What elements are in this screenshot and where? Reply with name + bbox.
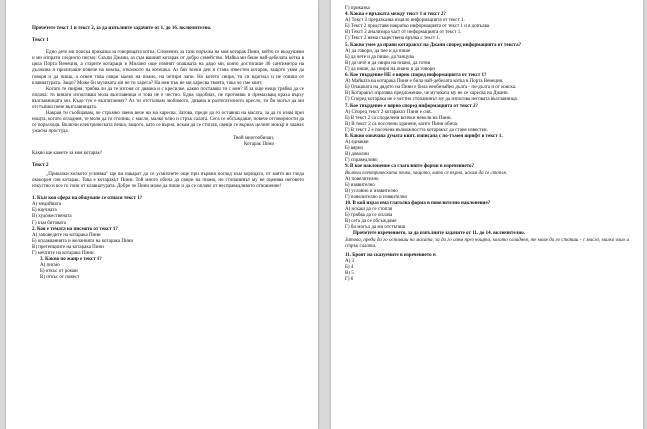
option: А) писмо (40, 263, 60, 269)
option: А) искаш да се стопля (345, 207, 393, 213)
question-2: 2. Коя е темата на писмото от текст 1? (32, 226, 118, 232)
option: Б) трябва да се оплача (345, 213, 393, 219)
option: А) Текст 2 преразказва изцяло информацията от текст 1. (345, 18, 465, 24)
option: А) да говори, да пее и да пише (345, 48, 411, 54)
option: В) сега да се обсъждаме (345, 219, 397, 225)
option: В) доволни (345, 152, 369, 158)
option: Б) Текст 2 представя накратко информацията от текст 1 и я допълва. (345, 24, 491, 30)
option: Б) В текст 2 са споделени всички неволи на Пини. (345, 115, 452, 121)
option: А) медийната (32, 202, 61, 208)
option: В) претенциите на котарака Пини (32, 244, 104, 250)
option: Б) научната (32, 208, 57, 214)
option: Г) справедливо (345, 158, 378, 164)
text1-title: Текст 1 (32, 38, 49, 44)
question-9-sentence: Включи електрическата печка, защото, като се върна, искам да се стопля. (345, 170, 508, 176)
instructions: Прочетете текст 1 и текст 2, за да изпълните задачите от 1. до 16. включително. (32, 26, 212, 31)
option: В) условно и изявително (345, 188, 398, 194)
option: А) Според текст 2 котаракът Пини е сив. (345, 109, 432, 115)
option: В) художествената (32, 214, 72, 220)
question-4: 4. Каква е връзката между текст 1 и текст 2? (345, 12, 446, 18)
option: В) Текст 2 анализира част от информацията от текст 1. (345, 30, 462, 36)
question-7: 7. Кое твърдение е вярно според информацията от текст 2? (345, 103, 479, 109)
signature-line: Твой многообичан, (233, 135, 274, 141)
option: Б) вярно (345, 146, 364, 152)
question-10: 10. В кой израз има глаголна форма в повелително наклонение? (345, 201, 491, 206)
option: Б) да чете и да пише, да танцува (345, 54, 414, 60)
right-page (331, 0, 643, 429)
question-8: 8. Какво означава думата квит, изписана с по-тъмен шрифт в текст 1. (345, 133, 503, 139)
text1-paragraph: Едно дете ми поиска приказка за говорещата котка. Спомених за тази поръчка на моя котарак Пини, който се въодушеви и ми изпрати следното писмо: Скъпи Джани, аз съм вашият котарак от добро семейство. Майка ми беше най-дебелата котка в цяла Порта Венеция, а старите котараци в Милано още помнят опашката на дядо ми, която достигаше 40 сантиметра на дължина и приличаше повече на ковска, отколкото на котешка. Аз бях всеки ден и стана известен котарак, защото умея да говоря и да пиша, а освен това свиря малко на пиано, на четири лапи. Но котето свиря, ти си вдигнал и не гониш от клавиатурата. Защо? Може би музиката ми не ти хареса? На мен пък не ми харесва твоята, така че сме квит. (32, 50, 304, 86)
option: В) Котаракът изразява предложение, че музиката му не се харесва на Джани. (345, 91, 509, 97)
question-1: 1. Към коя сфера на общуване се отнася текст 1? (32, 196, 143, 202)
option: А) повелително (345, 176, 379, 182)
option: Г) приказка (345, 6, 370, 11)
option: А) заповедите на котарака Пини (32, 232, 101, 238)
option: В) откъс от повест (40, 275, 80, 281)
option: А) еднакви (345, 140, 369, 146)
question-9: 9. В кое наклонение са глаголните форми в изречението? (345, 164, 475, 170)
option: Г) мечтите на котарака Пини (32, 251, 94, 256)
option: Г) Текст 2 няма съществена връзка с текст 1. (345, 36, 441, 42)
option: Б) Опашката на дядото на Пини е била необичайно дълга - по-дълга и от ковска. (345, 85, 517, 91)
option: А) Майката на котарака Пини е била най-дебелата котка в Порта Венеция. (345, 79, 504, 85)
analysis-sentence: Затова, преди да го оставиш на масата, за да го изям през нощта, когато огладнея, те моля да го стопиш - с масло, малко олио и стрък салата. (345, 237, 629, 249)
option: Г) 6 (345, 277, 354, 283)
signature-name: Котарак Пини (243, 141, 274, 147)
text2-title: Текст 2 (32, 162, 49, 168)
question-3: 3. Какво по жанр е текст 1? (40, 257, 102, 263)
closing-question: Какво ще кажете за моя котарак? (32, 150, 103, 156)
option: Г) повелително и изявително (345, 194, 408, 200)
option: Б) оплакванията и желанията на котарака Пини (32, 238, 134, 244)
text1-paragraph: Когато те свирня, трябва ли да те изгоня от дивана и с кресилке, какво поставяш ти с мен? И за още нещо трябва да се оплача: ти винаги използваш мола възглавница и това не е честно. Една задобнах, не протоявш и премахващ краха върху възглавницата ми. Къде тук е възпитаният? Аз ти отстъпвам любимото, дивана и разтегателното кресло, ти би могъл да ми отстъпиш поне възглавницата. (32, 86, 304, 111)
question-6: 6. Кое твърдение НЕ е вярно според информацията от текст 1? (345, 73, 487, 79)
option: Г) В текст 2 е посочена възможността котаракът да стане известен. (345, 127, 488, 133)
option: Б) изявително (345, 182, 375, 188)
text1-paragraph: Накрая ти съобщавам, че стръмно звено вече ни ма харесва. Затова, преди да го оставиш на масата, за да го изям през нощта, когато огладнея, те моля да го стопиш, с масло, малко олио и стрък салата. Сега се обсъждаше, повече отговорности да се поразходя. Включи електрическата печка, защото, като се върна, искам да се стопля, свещи се върнах целият мокър и хванах ужасна простуда. (32, 111, 304, 135)
option: Г) би могъл да ми отстъпиш (345, 225, 406, 231)
question-5: 5. Какво умее да прави котаракът на Джани според информацията от текста? (345, 42, 522, 48)
option: В) 5 (345, 271, 354, 277)
option: В) В текст 2 са посочени хранене, които Пини обича. (345, 121, 459, 127)
option: А) 3 (345, 258, 355, 264)
option: В) да чете и да свири на пиано, да готви (345, 60, 431, 66)
text2-paragraph: „Приказки колкото усмивка" ще ви накарат да се усмихнете още при първия поглед към корицата, от която ви гледа ококорен сив котарак. Това е котаракът Пини. Той много обича да свири на пиано, но стопанинът му не оценява неговото изкуство и все го гони от клавиатурата. Добре че Пини може да пише и да се оплаче от несправедливото отношение! (32, 171, 304, 190)
option: Г) да пише, да свири на пиано и да говори (345, 66, 435, 72)
option: Б) откъс от роман (40, 269, 78, 275)
question-11: 11. Броят на сказуемите в изречението е: (345, 252, 437, 258)
instruction-2: Прочетете изречението, за да изпълните задачите от 11. до 14. включително. (353, 231, 526, 237)
left-page (6, 0, 318, 429)
option: Г) към битовата (32, 220, 66, 226)
option: Г) Според котарака не е честно стопанинът му да използва неговата възглавница. (345, 97, 518, 103)
option: Б) 4 (345, 264, 354, 270)
